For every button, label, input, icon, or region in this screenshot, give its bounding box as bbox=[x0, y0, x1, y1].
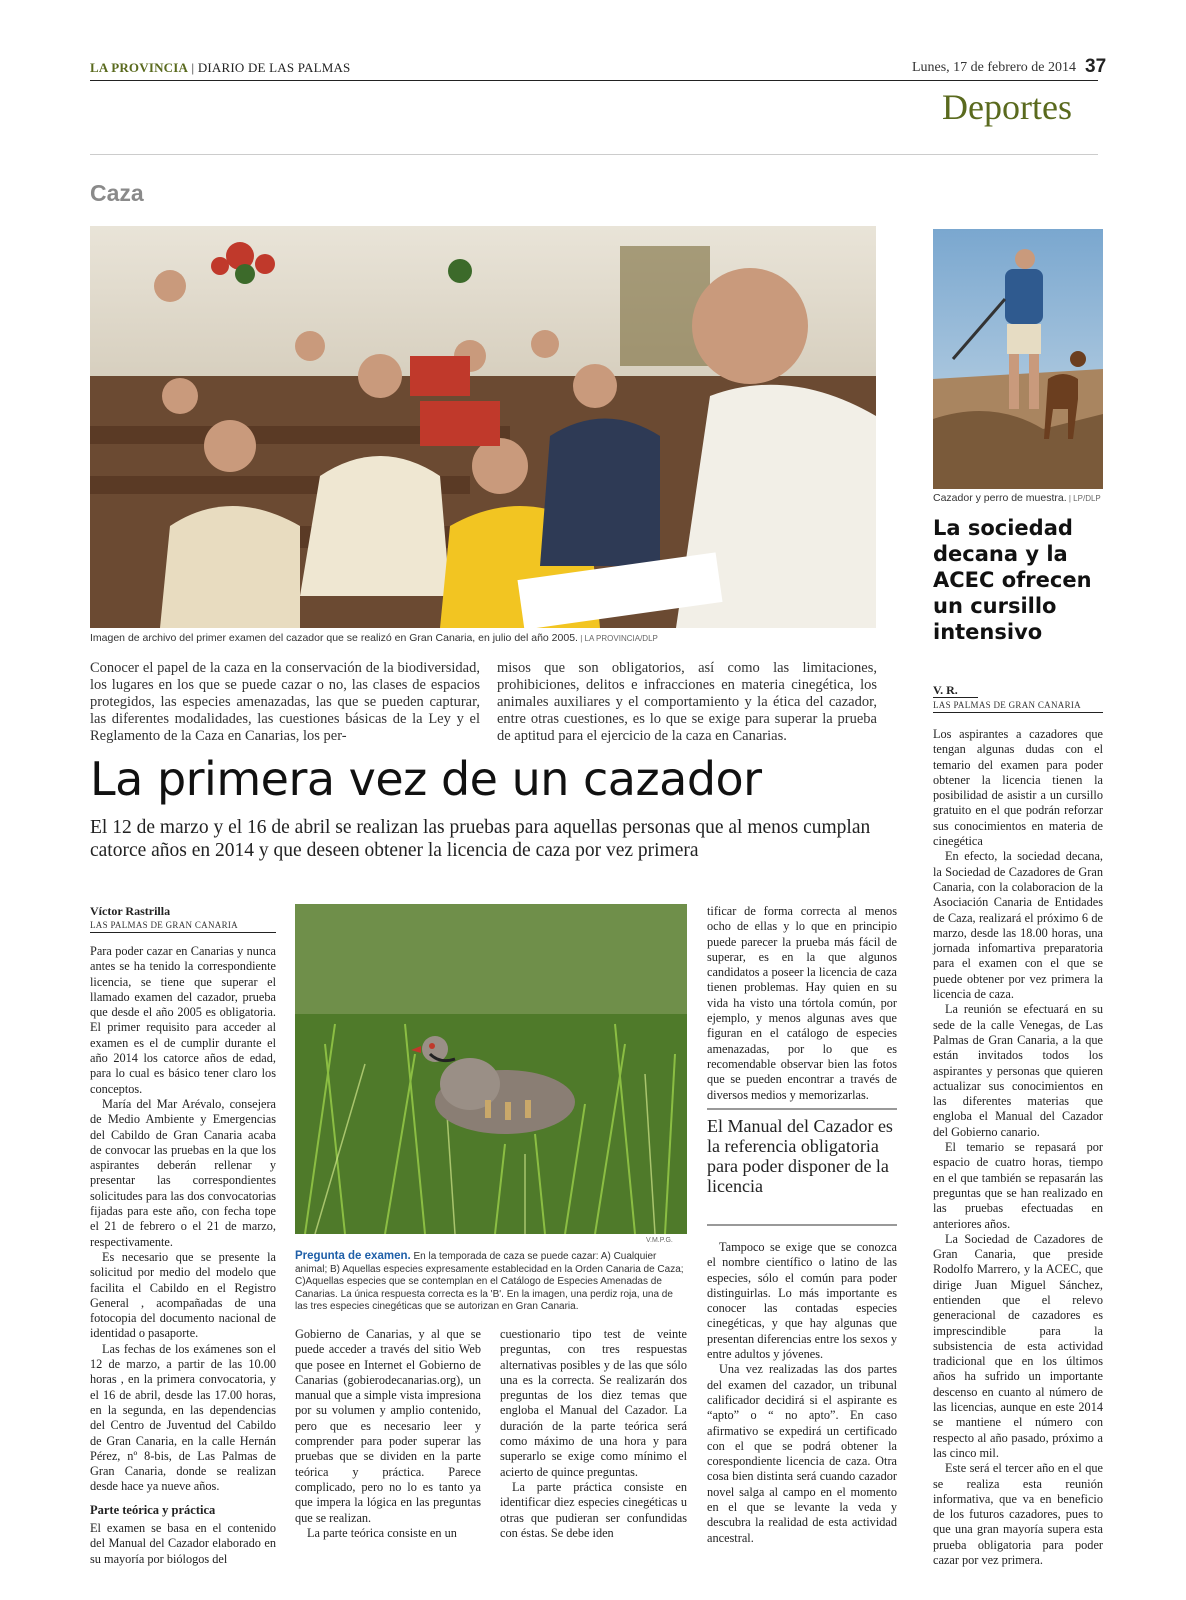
brand-name: LA PROVINCIA bbox=[90, 60, 189, 75]
partridge-photo bbox=[295, 904, 687, 1234]
section-rule bbox=[90, 154, 1098, 155]
col4-paragraph: Tampoco se exige que se conozca el nombre científico o latino de las especies, sólo el común para poder distinguirlas. Lo más importante es conocer las contadas especies cinegéticas, y que hay algunas que presentan diferencias entre los sexos y entre adultos y jóvenes. bbox=[707, 1240, 897, 1362]
pull-quote: El Manual del Cazador es la referencia obligatoria para poder disponer de la licencia bbox=[707, 1116, 893, 1196]
sidebar-body bbox=[933, 727, 1103, 1568]
col1-paragraph: El examen se basa en el contenido del Manual del Cazador elaborado en su mayoría por biólogos del bbox=[90, 1520, 276, 1566]
col3-paragraph: cuestionario tipo test de veinte preguntas, con tres respuestas alternativas posibles y de las que sólo una es la correcta. Se realizarán dos preguntas de los diez temas que engloba el Manual del Cazador. La duración de la parte teórica será como máximo de una hora y para superarlo se exige como mínimo el acierto de quince preguntas. bbox=[500, 1327, 687, 1479]
partridge-caption-title: Pregunta de examen. bbox=[295, 1250, 411, 1262]
quote-rule-top bbox=[707, 1108, 897, 1110]
sidebar-headline: La sociedad decana y la ACEC ofrecen un cursillo intensivo bbox=[933, 516, 1092, 644]
column-1 bbox=[90, 944, 276, 1567]
masthead-separator: | bbox=[188, 60, 198, 75]
sidebar-paragraph: Los aspirantes a cazadores que tengan algunas dudas con el temario del examen para poder obtener la licencia tienen la posibilidad de asistir a un cursillo gratuito en el que podrán reforzar sus conocimientos en materia de cinegética bbox=[933, 727, 1103, 849]
hunter-dog-illustration bbox=[933, 229, 1103, 489]
col1-subhead: Parte teórica y práctica bbox=[90, 1502, 216, 1517]
masthead bbox=[90, 60, 351, 76]
column-4-bottom bbox=[707, 1240, 897, 1546]
sidebar-paragraph: La Sociedad de Cazadores de Gran Canaria, que preside Rodolfo Marrero, y la ACEC, que dirige Juan Miguel Sánchez, entienden que el relevo generacional de cazadores es imprescindible para la subsistencia de esta actividad tradicional que en los últimos años ha sufrido un importante descenso en cuanto al número de las licencias, aunque en este 2014 se mantiene el número con respecto al año pasado, próximo a las cinco mil. bbox=[933, 1231, 1103, 1460]
issue-date: Lunes, 17 de febrero de 2014 bbox=[911, 60, 1076, 75]
sidebar-byline-rule bbox=[933, 712, 1103, 713]
side-photo-caption bbox=[933, 492, 1103, 505]
section-title: Deportes bbox=[942, 87, 1072, 127]
lead-left: Conocer el papel de la caza en la conservación de la biodiversidad, los lugares en los que se puede cazar o no, las clases de espacios protegidos, las especies amenazadas, las que se pueden capturar, las diferentes modalidades, las cuestiones básicas de la Ley y el Reglamento de la Caza en Canarias, los per- bbox=[90, 660, 480, 744]
column-4-top bbox=[707, 904, 897, 1103]
sidebar-location: LAS PALMAS DE GRAN CANARIA bbox=[933, 700, 1081, 710]
byline-location: LAS PALMAS DE GRAN CANARIA bbox=[90, 920, 238, 930]
main-photo-caption-text: Imagen de archivo del primer examen del cazador que se realizó en Gran Canaria, en julio del año 2005. bbox=[90, 632, 578, 644]
partridge-photo-credit: V.M.P.G. bbox=[646, 1237, 673, 1244]
col1-paragraph: Es necesario que se presente la solicitud por medio del modelo que facilita el Cabildo en el Registro General , acompañadas de una fotocopia del documento nacional de identidad o pasaporte. bbox=[90, 1249, 276, 1341]
partridge-illustration bbox=[295, 904, 687, 1234]
subheadline: El 12 de marzo y el 16 de abril se realizan las pruebas para aquellas personas que al menos cumplan catorce años en 2014 y que deseen obtener la licencia de caza por vez primera bbox=[90, 817, 871, 861]
col2-paragraph: La parte teórica consiste en un bbox=[307, 1525, 457, 1540]
side-photo-credit: | LP/DLP bbox=[1066, 494, 1101, 503]
quote-rule-bottom bbox=[707, 1224, 897, 1226]
partridge-caption-text: En la temporada de caza se puede cazar: A) Cualquier animal; B) Aquellas especies expresamente establecidad en la Orden Canaria de Caza; C)Aquellas especies que se contemplan en el Catálogo de Especies Amenadas de Canarias. La única respuesta correcta es la 'B'. En la imagen, una perdiz roja, una de las tres especies cinegéticas que se autorizan en Gran Canaria. bbox=[295, 1251, 684, 1312]
paper-name: DIARIO DE LAS PALMAS bbox=[197, 60, 351, 75]
byline-rule bbox=[90, 932, 276, 933]
col4-paragraph: Una vez realizadas las dos partes del examen del cazador, un tribunal calificador decidirá si el aspirante es “apto” o “ no apto”. En caso afirmativo se expedirá un certificado con el que se podrá obtener la corespondiente licencia de caza. Otra cosa bien distinta será cuando cazador novel salga al campo en el momento en el que se levante la veda y descubra la realidad de esta actividad ancestral. bbox=[707, 1362, 897, 1545]
column-3 bbox=[500, 1327, 687, 1541]
partridge-photo-caption bbox=[295, 1250, 687, 1314]
col4-paragraph: tificar de forma correcta al menos ocho de ellas y lo que en principio puede parecer la prueba más fácil de superar, es en la que algunos candidatos a poseer la licencia de caza tienen problemas. Hay quien en su vida ha visto una tórtola común, por ejemplo, y menos algunas aves que figuran en el catálogo de especies amenazadas, por lo que es recomendable observar bien las fotos que se pueden encontrar a través de diversos medios y memorizarlas. bbox=[707, 904, 897, 1102]
side-photo-caption-text: Cazador y perro de muestra. bbox=[933, 492, 1067, 504]
page-number: 37 bbox=[1085, 56, 1107, 77]
headline: La primera vez de un cazador bbox=[90, 752, 762, 806]
lead-right: misos que son obligatorios, así como las limitaciones, prohibiciones, delitos e infracciones en materia cinegética, los animales auxiliares y el comportamiento y la ética del cazador, entre otras cuestiones, es lo que se exige para superar la prueba de aptitud para el ejercicio de la caza en Canarias. bbox=[497, 660, 877, 744]
sidebar-paragraph: En efecto, la sociedad decana, la Sociedad de Cazadores de Gran Canaria, con la colaboracion de la Asociación Canaria de Entidades de Caza, realizará el próximo 6 de marzo, desde las 18.00 horas, una jornada infomartiva preparatoria para el examen con el que se puede obtener por vez primera la licencia de caza. bbox=[933, 849, 1103, 1002]
main-photo-credit: | LA PROVINCIA/DLP bbox=[577, 634, 658, 643]
main-photo bbox=[90, 226, 876, 628]
col3-paragraph: La parte práctica consiste en identificar diez especies cinegéticas u otras que pudieran ser confundidas con éstas. Se debe iden bbox=[500, 1479, 687, 1540]
col1-paragraph: Para poder cazar en Canarias y nunca antes se ha tenido la correspondiente licencia, se tiene que superar el llamado examen del cazador, prueba que desde el año 2005 es obligatoria. El primer requisito para acceder al examen es el de cumplir durante el año 2014 los catorce años de edad, para lo cual es básico tener claro los conceptos. bbox=[90, 944, 276, 1096]
sidebar-paragraph: La reunión se efectuará en su sede de la calle Venegas, de Las Palmas de Gran Canaria, a la que están invitados todos los aspirantes y personas que quieren actualizar sus conocimientos en las diferentes materias que engloba el Manual del Cazador del Gobierno canario. bbox=[933, 1002, 1103, 1139]
exam-room-illustration bbox=[90, 226, 876, 628]
col1-paragraph: María del Mar Arévalo, consejera de Medio Ambiente y Emergencias del Cabildo de Gran Canaria acaba de convocar las pruebas en la que los aspirantes deberán rellenar y presentar las correspondientes solicitudes para las dos convocatorias fijadas para este año, con fecha tope el 21 de febrero o el 21 de marzo, respectivamente. bbox=[90, 1096, 276, 1249]
byline-author: Víctor Rastrilla bbox=[90, 904, 171, 918]
kicker: Caza bbox=[90, 180, 144, 206]
col1-paragraph: Las fechas de los exámenes son el 12 de marzo, a partir de las 10.00 horas , en la primera convocatoria, y el 16 de abril, desde las 17.00 horas, en la segunda, en las dependencias del Centro de Juventud del Cabildo de Gran Canaria, en la calle Hernán Pérez, nº 8-bis, de Las Palmas de Gran Canaria, donde se realizan desde hace ya nueve años. bbox=[90, 1341, 276, 1494]
side-photo bbox=[933, 229, 1103, 489]
column-2 bbox=[295, 1327, 481, 1541]
sidebar-paragraph: El temario se repasará por espacio de cuatro horas, tiempo en el que también se repasarán las preguntas que se han realizado en las pruebas efectuadas en anteriores años. bbox=[933, 1140, 1103, 1231]
main-photo-caption bbox=[90, 632, 876, 645]
sidebar-author: V. R. bbox=[933, 683, 958, 697]
sidebar-paragraph: Este será el tercer año en el que se realiza esta reunión informativa, que va en beneficio de los futuros cazadores, pues to que una gran mayoría supera esta prueba obligatoria para poder cazar por vez primera. bbox=[933, 1461, 1103, 1568]
col2-paragraph: Gobierno de Canarias, y al que se puede acceder a través del sitio Web que posee en Internet el Gobierno de Canarias (gobierodecanarias.org), un manual que a simple vista impresiona por su volumen y amplio contenido, pero que es necesario leer y comprender para poder superar las pruebas que se dividen en la parte teórica y práctica. Parece complicado, pero no lo es tanto ya que impera la lógica en las preguntas que se realizan. bbox=[295, 1327, 481, 1525]
header-rule bbox=[90, 80, 1098, 81]
sidebar-author-rule bbox=[933, 697, 978, 698]
